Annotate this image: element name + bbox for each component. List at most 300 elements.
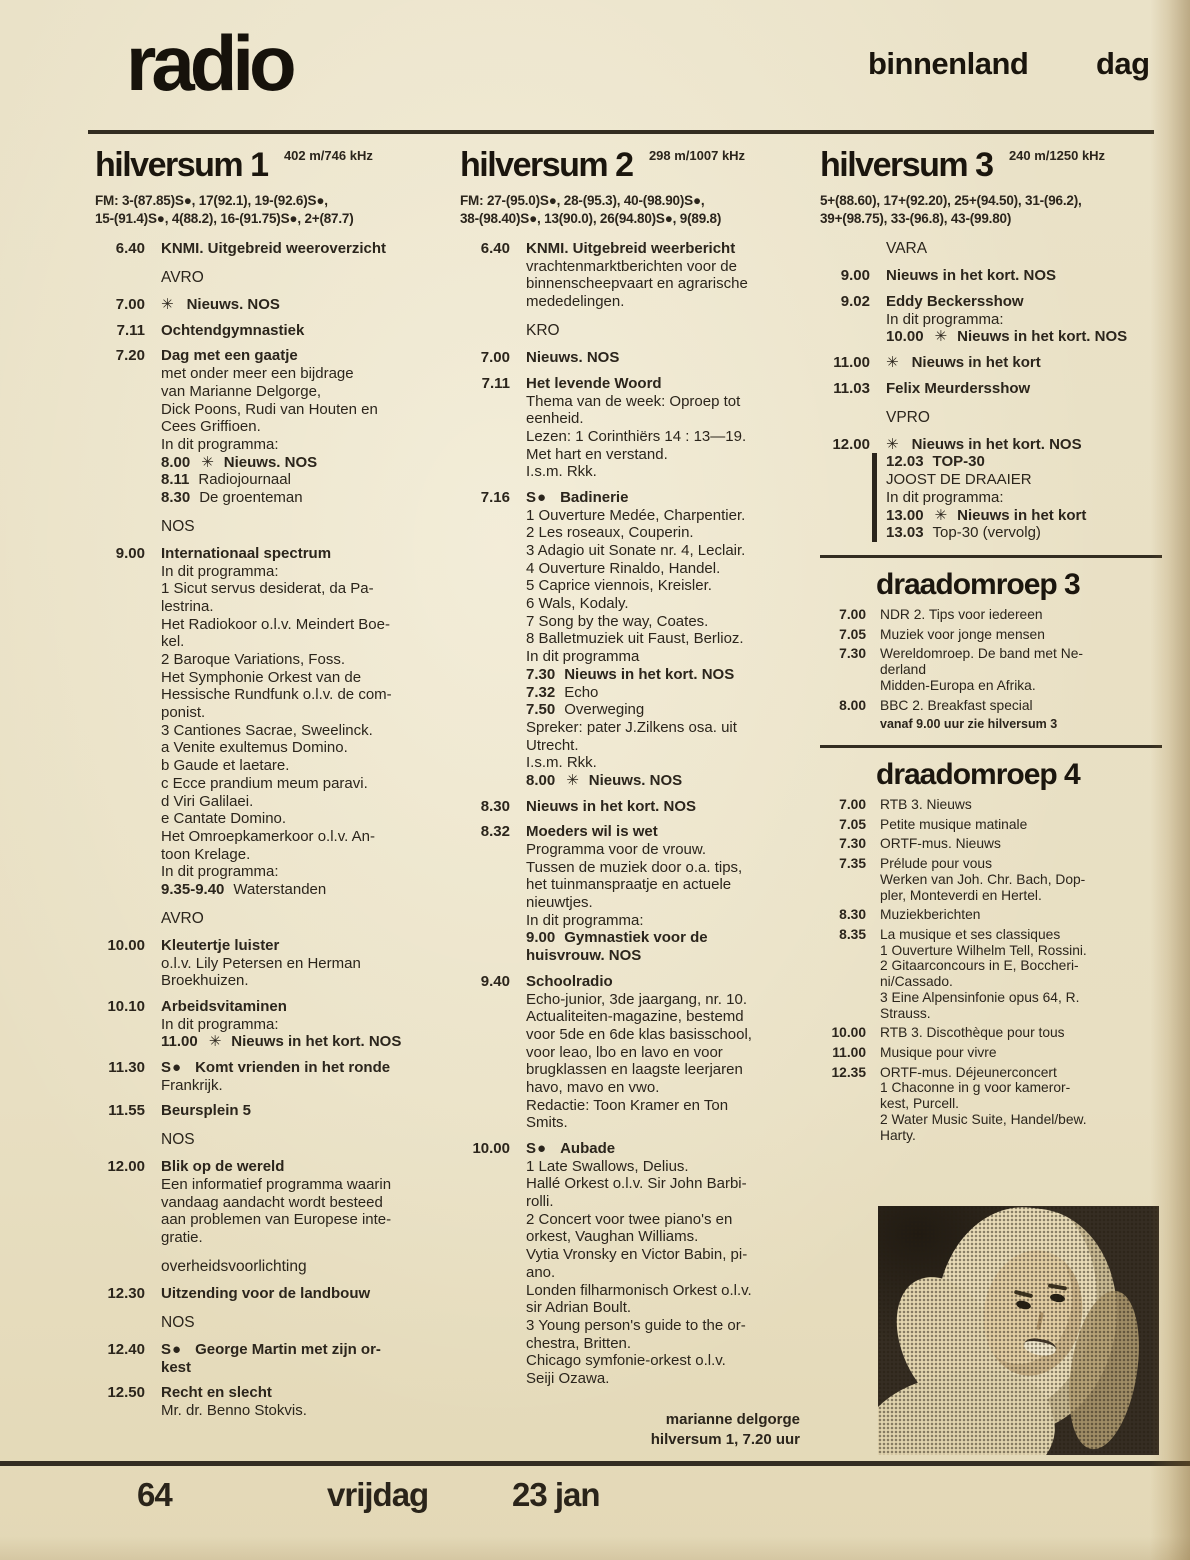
program-time: 9.00: [115, 544, 145, 562]
line-text: 2 Concert voor twee piano's en: [526, 1210, 733, 1228]
line-text: Nieuws in het kort: [957, 506, 1087, 524]
program-time: 11.00: [832, 1045, 866, 1060]
program-line: [161, 383, 452, 401]
program-line: [526, 1317, 810, 1335]
news-star-icon: ✳: [934, 506, 948, 524]
program-title: KNMI. Uitgebreid weeroverzicht: [161, 240, 387, 258]
news-star-icon: ✳: [161, 296, 174, 314]
program-line: [526, 648, 810, 666]
program-entry: [820, 380, 1162, 398]
line-text: 2 Water Music Suite, Handel/bew.: [880, 1111, 1087, 1127]
line-text: huisvrouw. NOS: [526, 947, 642, 965]
program-line: [526, 1335, 810, 1353]
footer-date: 23 jan: [512, 1476, 600, 1513]
program-time: 7.16: [480, 488, 510, 506]
program-line: [161, 563, 452, 581]
line-text: I.s.m. Rkk.: [526, 754, 597, 772]
program-content: [880, 627, 1162, 643]
program-entry: [460, 489, 810, 790]
program-content: [526, 1140, 810, 1388]
program-entry: [820, 1025, 1162, 1041]
program-line: [526, 1008, 810, 1026]
line-text: Overweging: [564, 701, 645, 719]
program-content: [880, 1025, 1162, 1041]
program-content: [526, 349, 810, 367]
line-text: Broekhuizen.: [161, 972, 249, 990]
line-text: Smits.: [526, 1114, 568, 1132]
line-text: 3 Eine Alpensinfonie opus 64, R.: [880, 989, 1080, 1005]
program-content: [526, 489, 810, 790]
line-text: Radiojournaal: [198, 471, 291, 489]
program-entry: [820, 907, 1162, 923]
draadomroep-3-title: draadomroep 3: [876, 567, 1080, 601]
program-line: [526, 1097, 810, 1115]
program-content: [880, 607, 1162, 623]
program-list: [820, 797, 1162, 1143]
program-line: [161, 401, 452, 419]
program-title: NDR 2. Tips voor iedereen: [880, 606, 1043, 622]
line-text: In dit programma: [526, 648, 640, 666]
program-time: 9.40: [480, 972, 510, 990]
program-line: [526, 719, 810, 737]
fm-frequencies: [460, 192, 810, 227]
program-title: Schoolradio: [526, 972, 613, 990]
line-text: Een informatief programma waarin: [161, 1176, 392, 1194]
program-title: Aubade: [560, 1140, 616, 1157]
sub-time: 7.32: [526, 683, 556, 701]
program-list: [460, 240, 810, 1388]
program-line: [880, 1128, 1162, 1144]
sub-time: 9.35-9.40: [161, 880, 225, 898]
program-line: [161, 1016, 452, 1034]
program-time: 10.10: [107, 998, 145, 1015]
program-time: 12.50: [107, 1384, 145, 1402]
radio-logo: radio: [126, 19, 292, 107]
draadomroep-3-section: [820, 555, 1162, 732]
sub-time: 10.00: [886, 328, 924, 346]
program-time: 10.00: [831, 1025, 866, 1041]
station-frequency: 402 m/746 kHz: [283, 148, 373, 163]
program-entry: [95, 1341, 452, 1376]
line-text: o.l.v. Lily Petersen en Herman: [161, 954, 361, 972]
column-hilversum-3: [820, 146, 1162, 1147]
program-line: [880, 1080, 1162, 1096]
sub-time: 7.50: [526, 701, 556, 719]
program-line: [161, 651, 452, 669]
program-time: 6.40: [115, 240, 145, 258]
program-title: Het levende Woord: [526, 374, 662, 392]
program-entry: [820, 627, 1162, 643]
program-content: [880, 836, 1162, 852]
line-text: In dit programma:: [886, 488, 1004, 506]
line-text: havo, mavo en vwo.: [526, 1078, 660, 1096]
program-line: [880, 943, 1162, 959]
line-text: Actualiteiten-magazine, bestemd: [526, 1008, 744, 1026]
program-line: [526, 1370, 810, 1388]
program-title: Muziek voor jonge mensen: [880, 626, 1045, 642]
program-entry: [95, 296, 452, 314]
program-line: [161, 722, 452, 740]
program-content: [161, 1059, 452, 1094]
station-frequency: 240 m/1250 kHz: [1008, 148, 1106, 163]
program-entry: [95, 1384, 452, 1419]
program-content: [526, 798, 810, 816]
program-entry: [460, 375, 810, 481]
program-line: [886, 328, 1162, 346]
stereo-icon: S●: [161, 1059, 183, 1077]
line-text: 2 Baroque Variations, Foss.: [161, 651, 345, 669]
program-title: Moeders wil is wet: [526, 823, 658, 841]
line-text: eenheid.: [526, 410, 584, 428]
program-time: 9.00: [840, 267, 870, 285]
photo-marianne-delgorge: [878, 1206, 1159, 1455]
program-line: [161, 955, 452, 973]
line-text: brugklassen en laagste leerjaren: [526, 1061, 743, 1079]
photo-caption-name: marianne delgorge: [665, 1411, 800, 1428]
station-frequency: 298 m/1007 kHz: [648, 148, 746, 163]
network-label: overheidsvoorlichting: [161, 1257, 307, 1275]
line-text: Frankrijk.: [161, 1076, 223, 1094]
program-title: Dag met een gaatje: [161, 347, 298, 365]
stereo-icon: S●: [526, 488, 548, 506]
program-line: [526, 275, 810, 293]
line-text: gratie.: [161, 1229, 203, 1247]
line-text: Londen filharmonisch Orkest o.l.v.: [526, 1281, 752, 1299]
line-text: mededelingen.: [526, 293, 625, 311]
fm-line: 5+(88.60), 17+(92.20), 25+(94.50), 31-(96.2),: [820, 193, 1082, 208]
program-line: [526, 1246, 810, 1264]
station-title: hilversum 1: [95, 146, 268, 184]
line-text: 4 Ouverture Rinaldo, Handel.: [526, 559, 721, 577]
line-text: Thema van de week: Oproep tot: [526, 392, 741, 410]
program-line: [161, 704, 452, 722]
program-line: [872, 453, 1162, 471]
program-content: [886, 436, 1162, 542]
program-time: 10.00: [472, 1140, 510, 1157]
program-time: 8.35: [839, 926, 866, 942]
news-star-icon: ✳: [208, 1033, 222, 1051]
program-line: [880, 872, 1162, 888]
program-line: [526, 991, 810, 1009]
line-text: pler, Monteverdi en Hertel.: [880, 887, 1042, 903]
line-text: nieuwtjes.: [526, 894, 593, 912]
station-header: [820, 146, 1162, 185]
program-title: George Martin met zijn or-: [195, 1341, 381, 1359]
column-hilversum-2: [460, 146, 810, 1396]
line-text: 3 Young person's guide to the or-: [526, 1316, 746, 1334]
line-text: ponist.: [161, 704, 206, 722]
program-title: Eddy Beckersshow: [886, 293, 1024, 311]
program-content: [161, 1158, 452, 1246]
program-line: [161, 846, 452, 864]
line-text: Vytia Vronsky en Victor Babin, pi-: [526, 1246, 748, 1264]
sub-time: 7.30: [526, 665, 556, 683]
line-text: Nieuws in het kort. NOS: [957, 328, 1128, 346]
program-line: [161, 436, 452, 454]
line-text: van Marianne Delgorge,: [161, 382, 322, 400]
station-title: hilversum 2: [460, 146, 633, 184]
line-text: In dit programma:: [161, 1015, 279, 1033]
program-title: Arbeidsvitaminen: [161, 998, 287, 1015]
program-time: 9.02: [840, 293, 870, 311]
program-line: [880, 662, 1162, 678]
program-line: [161, 580, 452, 598]
program-entry: [460, 798, 810, 816]
network-label: AVRO: [161, 268, 204, 286]
line-text: c Ecce prandium meum paravi.: [161, 774, 368, 792]
program-title: Nieuws. NOS: [526, 349, 620, 367]
program-entry: [820, 267, 1162, 285]
program-entry: [95, 998, 452, 1051]
program-time: 7.00: [839, 796, 866, 812]
program-content: [880, 698, 1162, 732]
program-line: [526, 428, 810, 446]
column-hilversum-1: [95, 146, 452, 1428]
program-line: [880, 716, 1162, 732]
program-entry: [95, 545, 452, 899]
line-text: kest: [161, 1358, 192, 1376]
program-title: Badinerie: [560, 488, 629, 506]
program-entry: [95, 1059, 452, 1094]
program-title: Uitzending voor de landbouw: [161, 1285, 371, 1303]
news-star-icon: ✳: [886, 435, 899, 453]
program-title: ORTF-mus. Déjeunerconcert: [880, 1064, 1057, 1080]
program-content: [161, 937, 452, 990]
draadomroep-4-section: [820, 745, 1162, 1143]
program-time: 11.00: [833, 354, 870, 372]
photo-caption: [540, 1410, 800, 1449]
program-line: [880, 990, 1162, 1006]
network-label: VARA: [886, 240, 928, 258]
network-label: VPRO: [886, 408, 930, 426]
news-star-icon: ✳: [934, 328, 948, 346]
line-text: d Viri Galilaei.: [161, 792, 254, 810]
line-text: Mr. dr. Benno Stokvis.: [161, 1402, 307, 1420]
program-line: [526, 1061, 810, 1079]
program-content: [161, 1384, 452, 1419]
line-text: het tuinmanspraatje en actuele: [526, 876, 732, 894]
program-line: [526, 929, 810, 947]
program-line: [886, 311, 1162, 329]
program-title: Kleutertje luister: [161, 936, 280, 954]
program-line: [526, 1352, 810, 1370]
program-line: [161, 1077, 452, 1095]
program-line: [161, 1211, 452, 1229]
program-line: [526, 737, 810, 755]
program-line: [526, 595, 810, 613]
program-content: [886, 380, 1162, 398]
program-title: Wereldomroep. De band met Ne-: [880, 646, 1083, 662]
header-edition-label: dag: [1096, 46, 1150, 81]
line-text: derland: [880, 662, 927, 678]
program-title: Recht en slecht: [161, 1384, 272, 1402]
fm-frequencies: [820, 192, 1162, 227]
program-title: Petite musique matinale: [880, 816, 1028, 832]
program-line: [161, 686, 452, 704]
line-text: Nieuws. NOS: [223, 453, 318, 471]
program-time: 7.35: [839, 856, 866, 872]
program-content: [880, 1065, 1162, 1144]
program-entry: [820, 354, 1162, 372]
program-entry: [460, 349, 810, 367]
program-time: 12.40: [107, 1341, 145, 1359]
program-line: [161, 1194, 452, 1212]
line-text: Hallé Orkest o.l.v. Sir John Barbi-: [526, 1175, 747, 1193]
program-time: 8.30: [480, 797, 510, 815]
program-line: [161, 828, 452, 846]
program-line: [161, 1402, 452, 1420]
line-text: Midden-Europa en Afrika.: [880, 677, 1036, 693]
program-content: [161, 1341, 452, 1376]
program-content: [161, 322, 452, 340]
program-line: [526, 684, 810, 702]
line-text: Top-30 (vervolg): [932, 524, 1041, 542]
line-text: Het Symphonie Orkest van de: [161, 668, 362, 686]
program-line: [161, 471, 452, 489]
line-text: Seiji Ozawa.: [526, 1369, 610, 1387]
line-text: Chicago symfonie-orkest o.l.v.: [526, 1352, 726, 1370]
footer-rule: [0, 1461, 1190, 1466]
program-line: [161, 793, 452, 811]
program-content: [161, 998, 452, 1051]
line-text: sir Adrian Boult.: [526, 1299, 632, 1317]
line-text: 1 Ouverture Medée, Charpentier.: [526, 506, 746, 524]
program-content: [526, 973, 810, 1132]
program-line: [526, 1158, 810, 1176]
program-line: [526, 894, 810, 912]
program-title: Nieuws in het kort. NOS: [911, 435, 1082, 453]
program-line: [526, 1228, 810, 1246]
program-entry: [820, 836, 1162, 852]
program-title: ORTF-mus. Nieuws: [880, 836, 1001, 852]
sub-time: 8.00: [526, 771, 556, 789]
program-title: Nieuws in het kort: [911, 354, 1041, 372]
photo-halftone-overlay: [878, 1206, 1159, 1455]
program-line: [161, 598, 452, 616]
program-entry: [820, 927, 1162, 1021]
program-time: 12.00: [107, 1158, 145, 1176]
station-header: [460, 146, 810, 185]
top-rule: [88, 130, 1154, 134]
program-line: [526, 666, 810, 684]
line-text: kest, Purcell.: [880, 1096, 959, 1112]
program-content: [880, 797, 1162, 813]
sub-time: 9.00: [526, 929, 556, 947]
program-title: BBC 2. Breakfast special: [880, 697, 1033, 713]
program-time: 7.11: [116, 321, 145, 339]
program-line: [161, 633, 452, 651]
program-line: [161, 669, 452, 687]
program-title: Internationaal spectrum: [161, 544, 332, 562]
program-content: [526, 823, 810, 965]
program-entry: [460, 823, 810, 965]
program-line: [880, 1112, 1162, 1128]
fm-line: 38-(98.40)S●, 13(90.0), 26(94.80)S●, 9(89.8): [460, 210, 722, 226]
program-line: [526, 258, 810, 276]
line-text: De groenteman: [199, 488, 303, 506]
line-text: ni/Cassado.: [880, 974, 953, 990]
program-line: [161, 739, 452, 757]
line-text: In dit programma:: [161, 435, 279, 453]
program-entry: [460, 1140, 810, 1388]
program-time: 7.05: [839, 816, 866, 832]
program-entry: [460, 240, 810, 311]
line-text: Spreker: pater J.Zilkens osa. uit: [526, 718, 737, 736]
program-line: [526, 293, 810, 311]
program-content: [880, 817, 1162, 833]
line-text: Cees Griffioen.: [161, 418, 261, 436]
program-title: La musique et ses classiques: [880, 926, 1061, 942]
program-line: [161, 972, 452, 990]
program-entry: [460, 973, 810, 1132]
program-content: [880, 856, 1162, 903]
program-line: [161, 365, 452, 383]
program-entry: [95, 1158, 452, 1246]
program-line: [526, 1299, 810, 1317]
program-list: [95, 240, 452, 1420]
line-text: 2 Les roseaux, Couperin.: [526, 524, 694, 542]
line-text: In dit programma:: [526, 911, 644, 929]
line-text: I.s.m. Rkk.: [526, 463, 597, 481]
program-line: [880, 958, 1162, 974]
line-text: Dick Poons, Rudi van Houten en: [161, 400, 378, 418]
program-line: [526, 912, 810, 930]
program-line: [872, 524, 1162, 542]
program-line: [161, 881, 452, 899]
network-label: KRO: [526, 321, 560, 339]
program-content: [161, 296, 452, 314]
program-line: [161, 863, 452, 881]
program-content: [161, 240, 452, 258]
sub-time: 8.00: [161, 453, 191, 471]
line-text: Hessische Rundfunk o.l.v. de com-: [161, 686, 392, 704]
line-text: binnenscheepvaart en agrarische: [526, 275, 748, 293]
program-entry: [820, 1045, 1162, 1061]
program-title: Prélude pour vous: [880, 856, 992, 872]
program-content: [161, 1285, 452, 1303]
program-title: RTB 3. Discothèque pour tous: [880, 1025, 1065, 1041]
program-line: [526, 1211, 810, 1229]
line-text: chestra, Britten.: [526, 1334, 632, 1352]
program-content: [886, 354, 1162, 372]
program-time: 11.30: [108, 1059, 145, 1077]
program-line: [526, 446, 810, 464]
line-text: Programma voor de vrouw.: [526, 841, 707, 858]
program-content: [880, 927, 1162, 1021]
program-content: [880, 646, 1162, 693]
program-line: [872, 471, 1162, 489]
line-text: Nieuws. NOS: [588, 771, 683, 789]
line-text: Werken van Joh. Chr. Bach, Dop-: [880, 871, 1086, 887]
program-line: [161, 1229, 452, 1247]
program-line: [526, 1114, 810, 1132]
station-title: hilversum 3: [820, 146, 993, 184]
line-text: Het Radiokoor o.l.v. Meindert Boe-: [161, 615, 390, 633]
sub-time: 12.03: [886, 453, 924, 471]
line-text: In dit programma:: [161, 562, 279, 580]
line-text: TOP-30: [932, 453, 985, 471]
program-time: 7.30: [839, 836, 866, 852]
program-time: 8.00: [839, 697, 866, 713]
program-line: [161, 775, 452, 793]
program-line: [526, 630, 810, 648]
program-time: 11.55: [108, 1102, 145, 1120]
program-time: 6.40: [480, 240, 510, 258]
program-content: [526, 240, 810, 311]
line-text: 1 Late Swallows, Delius.: [526, 1157, 689, 1175]
fm-line: 15-(91.4)S●, 4(88.2), 16-(91.75)S●, 2+(87.7): [95, 210, 354, 226]
program-line: [161, 616, 452, 634]
